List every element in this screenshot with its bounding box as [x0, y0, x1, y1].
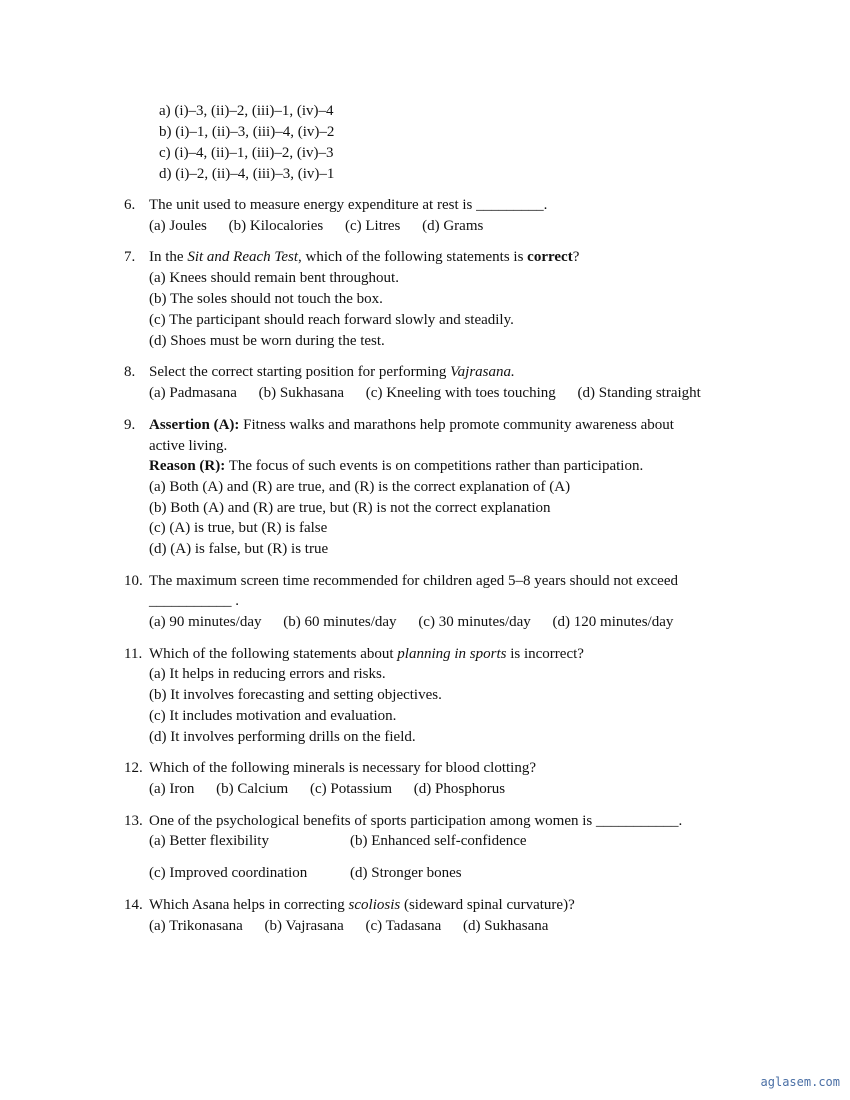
question-text: Which of the following minerals is necessary for blood clotting?	[149, 760, 536, 776]
text-part: (sideward spinal curvature)?	[400, 897, 575, 913]
option-b: (b) Kilocalories	[228, 218, 324, 234]
option-b: (b) Calcium	[216, 781, 289, 797]
option-d: (d) It involves performing drills on the field.	[149, 729, 416, 745]
option-a: (a) Joules	[149, 218, 207, 234]
option-c: (c) It includes motivation and evaluation.	[149, 708, 397, 724]
assertion-continued: active living.	[149, 438, 228, 454]
option-c: (c) Litres	[344, 218, 401, 234]
question-text	[149, 248, 579, 267]
question-number: 8.	[124, 364, 136, 380]
option-b: (b) 60 minutes/day	[283, 614, 397, 630]
test-name: Sit and Reach Test	[187, 249, 299, 265]
question-number: 10.	[124, 573, 143, 589]
option-d: (d) Sukhasana	[463, 918, 549, 934]
options-row	[149, 917, 548, 936]
question-text: The maximum screen time recommended for children aged 5–8 years should not exceed	[149, 573, 678, 589]
option-a: (a) Iron	[149, 781, 195, 797]
assertion-label: Assertion (A):	[149, 417, 240, 433]
option-b: (b) The soles should not touch the box.	[149, 291, 383, 307]
option-b: (b) Enhanced self-confidence	[350, 833, 527, 849]
options-row	[149, 217, 483, 236]
reason-label: Reason (R):	[149, 458, 226, 474]
watermark: aglasem.com	[760, 1075, 840, 1089]
option-a: (a) Knees should remain bent throughout.	[149, 270, 399, 286]
option-a: (a) It helps in reducing errors and risks.	[149, 666, 386, 682]
reason-text: The focus of such events is on competitions rather than participation.	[225, 458, 644, 474]
option-a: (a) Padmasana	[149, 385, 237, 401]
text-part: is incorrect?	[506, 646, 584, 662]
option-d: (d) Standing straight	[577, 385, 701, 401]
option-d: (d) (A) is false, but (R) is true	[149, 541, 329, 557]
q5-option-c: c) (i)–4, (ii)–1, (iii)–2, (iv)–3	[159, 145, 334, 161]
option-c: (c) 30 minutes/day	[418, 614, 531, 630]
option-c: (c) Kneeling with toes touching	[365, 385, 556, 401]
option-c: (c) Potassium	[309, 781, 393, 797]
question-number: 6.	[124, 197, 136, 213]
options-row	[149, 384, 701, 403]
text-part: ?	[572, 249, 580, 265]
question-number: 12.	[124, 760, 143, 776]
option-a: (a) Better flexibility	[149, 833, 269, 849]
option-a: (a) Trikonasana	[149, 918, 243, 934]
option-b: (b) Sukhasana	[258, 385, 345, 401]
q5-option-a: a) (i)–3, (ii)–2, (iii)–1, (iv)–4	[159, 103, 334, 119]
text-part: Which Asana helps in correcting	[149, 897, 349, 913]
question-number: 11.	[124, 646, 143, 662]
option-a: (a) 90 minutes/day	[149, 614, 262, 630]
question-text	[149, 896, 575, 915]
question-text: One of the psychological benefits of sports participation among women is ___________.	[149, 813, 683, 829]
option-c: (c) Tadasana	[365, 918, 442, 934]
options-row	[149, 613, 673, 632]
question-text	[149, 645, 584, 664]
question-text: The unit used to measure energy expenditure at rest is _________.	[149, 197, 548, 213]
option-d: (d) 120 minutes/day	[552, 614, 674, 630]
option-c: (c) The participant should reach forward slowly and steadily.	[149, 312, 514, 328]
option-d: (d) Phosphorus	[413, 781, 506, 797]
option-c: (c) (A) is true, but (R) is false	[149, 520, 328, 536]
asana-name: Vajrasana.	[450, 364, 515, 380]
option-b: (b) Both (A) and (R) are true, but (R) is not the correct explanation	[149, 500, 551, 516]
q5-option-d: d) (i)–2, (ii)–4, (iii)–3, (iv)–1	[159, 166, 335, 182]
question-text	[149, 363, 515, 382]
reason	[149, 457, 643, 476]
q5-option-b: b) (i)–1, (ii)–3, (iii)–4, (iv)–2	[159, 124, 335, 140]
option-c: (c) Improved coordination	[149, 865, 308, 881]
answer-blank: ___________ .	[149, 593, 239, 609]
text-part: Which of the following statements about	[149, 646, 398, 662]
option-d: (d) Grams	[422, 218, 484, 234]
question-number: 14.	[124, 897, 143, 913]
question-number: 7.	[124, 249, 136, 265]
assertion	[149, 416, 674, 435]
topic: planning in sports	[397, 646, 507, 662]
option-b: (b) Vajrasana	[264, 918, 344, 934]
option-a: (a) Both (A) and (R) are true, and (R) is the correct explanation of (A)	[149, 479, 571, 495]
text-part: In the	[149, 249, 188, 265]
emphasis: correct	[527, 249, 573, 265]
assertion-text: Fitness walks and marathons help promote community awareness about	[239, 417, 674, 433]
option-b: (b) It involves forecasting and setting objectives.	[149, 687, 442, 703]
text-part: Select the correct starting position for performing	[149, 364, 451, 380]
question-number: 13.	[124, 813, 143, 829]
option-d: (d) Shoes must be worn during the test.	[149, 333, 385, 349]
options-row	[149, 780, 505, 799]
text-part: , which of the following statements is	[298, 249, 528, 265]
condition: scoliosis	[348, 897, 401, 913]
question-number: 9.	[124, 417, 136, 433]
option-d: (d) Stronger bones	[350, 865, 462, 881]
